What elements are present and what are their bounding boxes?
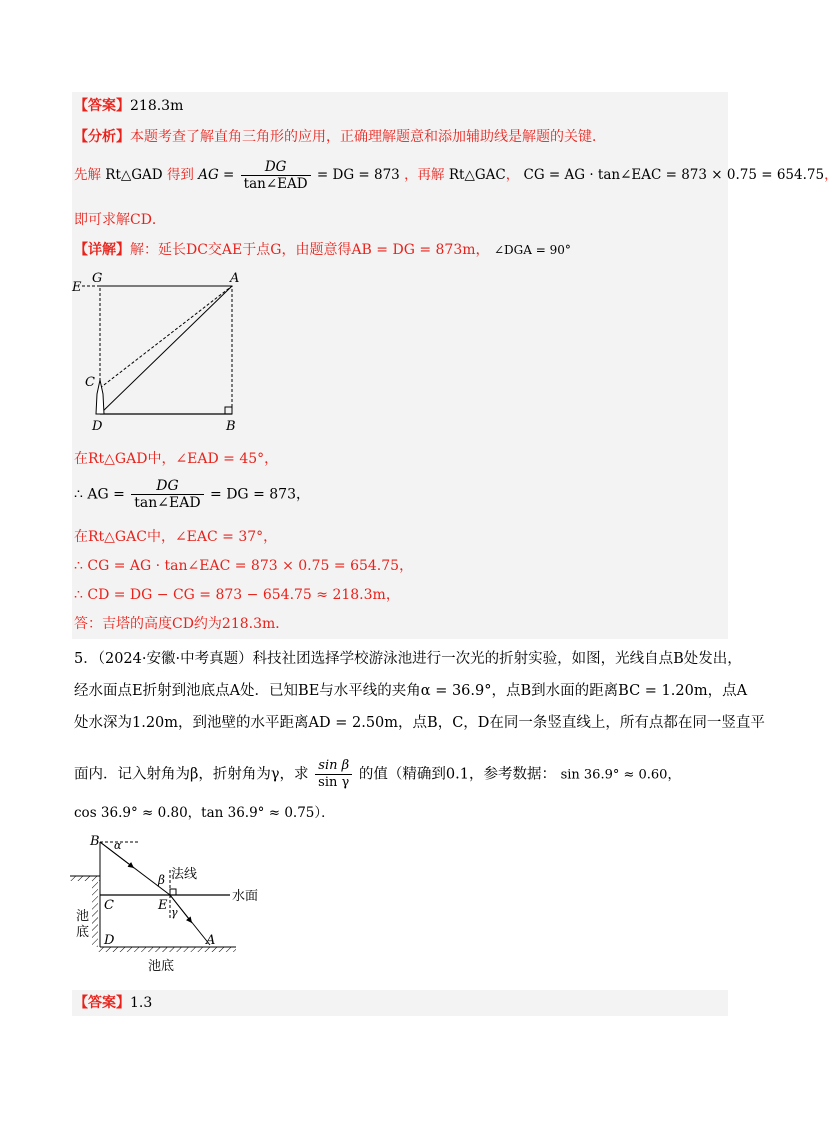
comma-end: ，	[824, 167, 838, 183]
label-b: B	[226, 419, 236, 434]
label-e2: E	[158, 898, 168, 913]
label-a2: A	[206, 933, 216, 948]
answer-2-line	[74, 993, 152, 1013]
analysis-formula-line	[74, 159, 838, 192]
answer-2-value: 1.3	[130, 995, 153, 1011]
step2-eq: = DG = 873，	[210, 486, 310, 503]
detail-text: 解：延长DC交AE于点G，由题意得AB = DG = 873m，	[130, 242, 490, 258]
problem-line-4	[74, 758, 724, 791]
label-wall-2: 底	[76, 925, 90, 940]
get-text: 得到	[166, 167, 194, 183]
label-a: A	[230, 271, 240, 286]
problem-line-2: 经水面点E折射到池底点A处．已知BE与水平线的夹角α = 36.9°，点B到水面的距离BC = 1.20m，点A	[74, 683, 748, 699]
fraction-dg-tan	[241, 159, 311, 192]
step-1: 在Rt△GAD中，∠EAD = 45°，	[74, 451, 279, 467]
sin-ratio-fraction	[315, 758, 352, 791]
step-2	[74, 478, 310, 511]
answer-tag: 【答案】	[74, 98, 130, 114]
label-beta: β	[158, 873, 165, 887]
problem-line-5: cos 36.9° ≈ 0.80，tan 36.9° ≈ 0.75）．	[74, 805, 335, 821]
step2-den: tan∠EAD	[134, 495, 201, 511]
answer-value: 218.3m	[130, 98, 184, 114]
label-d2: D	[104, 933, 115, 948]
answer-2-panel	[72, 990, 728, 1016]
line4-mid: 的值（精确到0.1，参考数据：	[358, 766, 556, 783]
label-c: C	[85, 375, 95, 390]
sin-beta: sin β	[315, 758, 352, 775]
answer-2-tag: 【答案】	[74, 995, 130, 1011]
ground-hatch-top	[70, 876, 100, 881]
problem-line-1: 5．（2024·安徽·中考真题）科技社团选择学校游泳池进行一次光的折射实验，如图，光线自点B处发出，	[74, 651, 742, 667]
rt-gad: Rt△GAD	[105, 167, 163, 183]
fraction-den: tan∠EAD	[243, 176, 308, 192]
label-d: D	[92, 419, 103, 434]
step2-num: DG	[131, 478, 203, 495]
step2-fraction	[131, 478, 203, 511]
step-6: 答：吉塔的高度CD约为218.3m．	[74, 616, 290, 632]
then-solve: ，再解	[404, 167, 445, 183]
line4-prefix: 面内．记入射角为β，折射角为γ，求	[74, 766, 309, 783]
label-b2: B	[90, 834, 100, 849]
label-gamma: γ	[171, 906, 178, 919]
analysis-line	[74, 127, 606, 147]
detail-line	[74, 240, 571, 260]
label-e: E	[72, 280, 82, 295]
step2-prefix: ∴ AG =	[74, 486, 125, 503]
label-wall-1: 池	[76, 909, 90, 924]
line4-sin: sin 36.9° ≈ 0.60，	[560, 767, 681, 783]
wall-hatch	[92, 881, 98, 947]
analysis-tag: 【分析】	[74, 129, 130, 145]
line-da	[100, 286, 232, 414]
label-water: 水面	[232, 889, 259, 904]
tower-icon	[96, 380, 104, 414]
fraction-num: DG	[241, 159, 311, 176]
step-5: ∴ CD = DG − CG = 873 − 654.75 ≈ 218.3m，	[74, 587, 400, 603]
ag-eq: AG =	[198, 167, 235, 183]
comma: ，	[505, 167, 520, 183]
step-4: ∴ CG = AG · tan∠EAC = 873 × 0.75 = 654.75，	[74, 558, 414, 574]
label-bottom: 池底	[148, 959, 175, 974]
dg-eq: = DG = 873	[316, 167, 400, 183]
detail-tag: 【详解】	[74, 242, 130, 258]
figure-refraction	[70, 832, 320, 982]
problem-line-3: 处水深为1.20m，到池壁的水平距离AD = 2.50m，点B，C，D在同一条竖直线上，所有点都在同一竖直平	[74, 715, 765, 731]
label-c2: C	[104, 898, 114, 913]
figure-tower	[70, 268, 250, 436]
answer-line	[74, 96, 183, 116]
step-3: 在Rt△GAC中，∠EAC = 37°，	[74, 529, 278, 545]
detail-angle: ∠DGA = 90°	[493, 243, 571, 257]
solve-prefix: 先解	[74, 167, 101, 183]
cg-formula: CG = AG · tan∠EAC = 873 × 0.75 = 654.75	[523, 167, 825, 183]
right-angle-e	[170, 889, 176, 895]
analysis-text: 本题考查了解直角三角形的应用，正确理解题意和添加辅助线是解题的关键．	[130, 129, 606, 145]
rt-gac: Rt△GAC	[448, 167, 506, 183]
right-angle-b	[225, 407, 232, 414]
line-ca	[100, 286, 232, 388]
label-normal: 法线	[171, 867, 198, 882]
solve-cd-line: 即可求解CD．	[74, 212, 166, 228]
label-g: G	[92, 271, 103, 286]
sin-gamma: sin γ	[318, 775, 350, 790]
label-alpha: α	[114, 839, 122, 852]
